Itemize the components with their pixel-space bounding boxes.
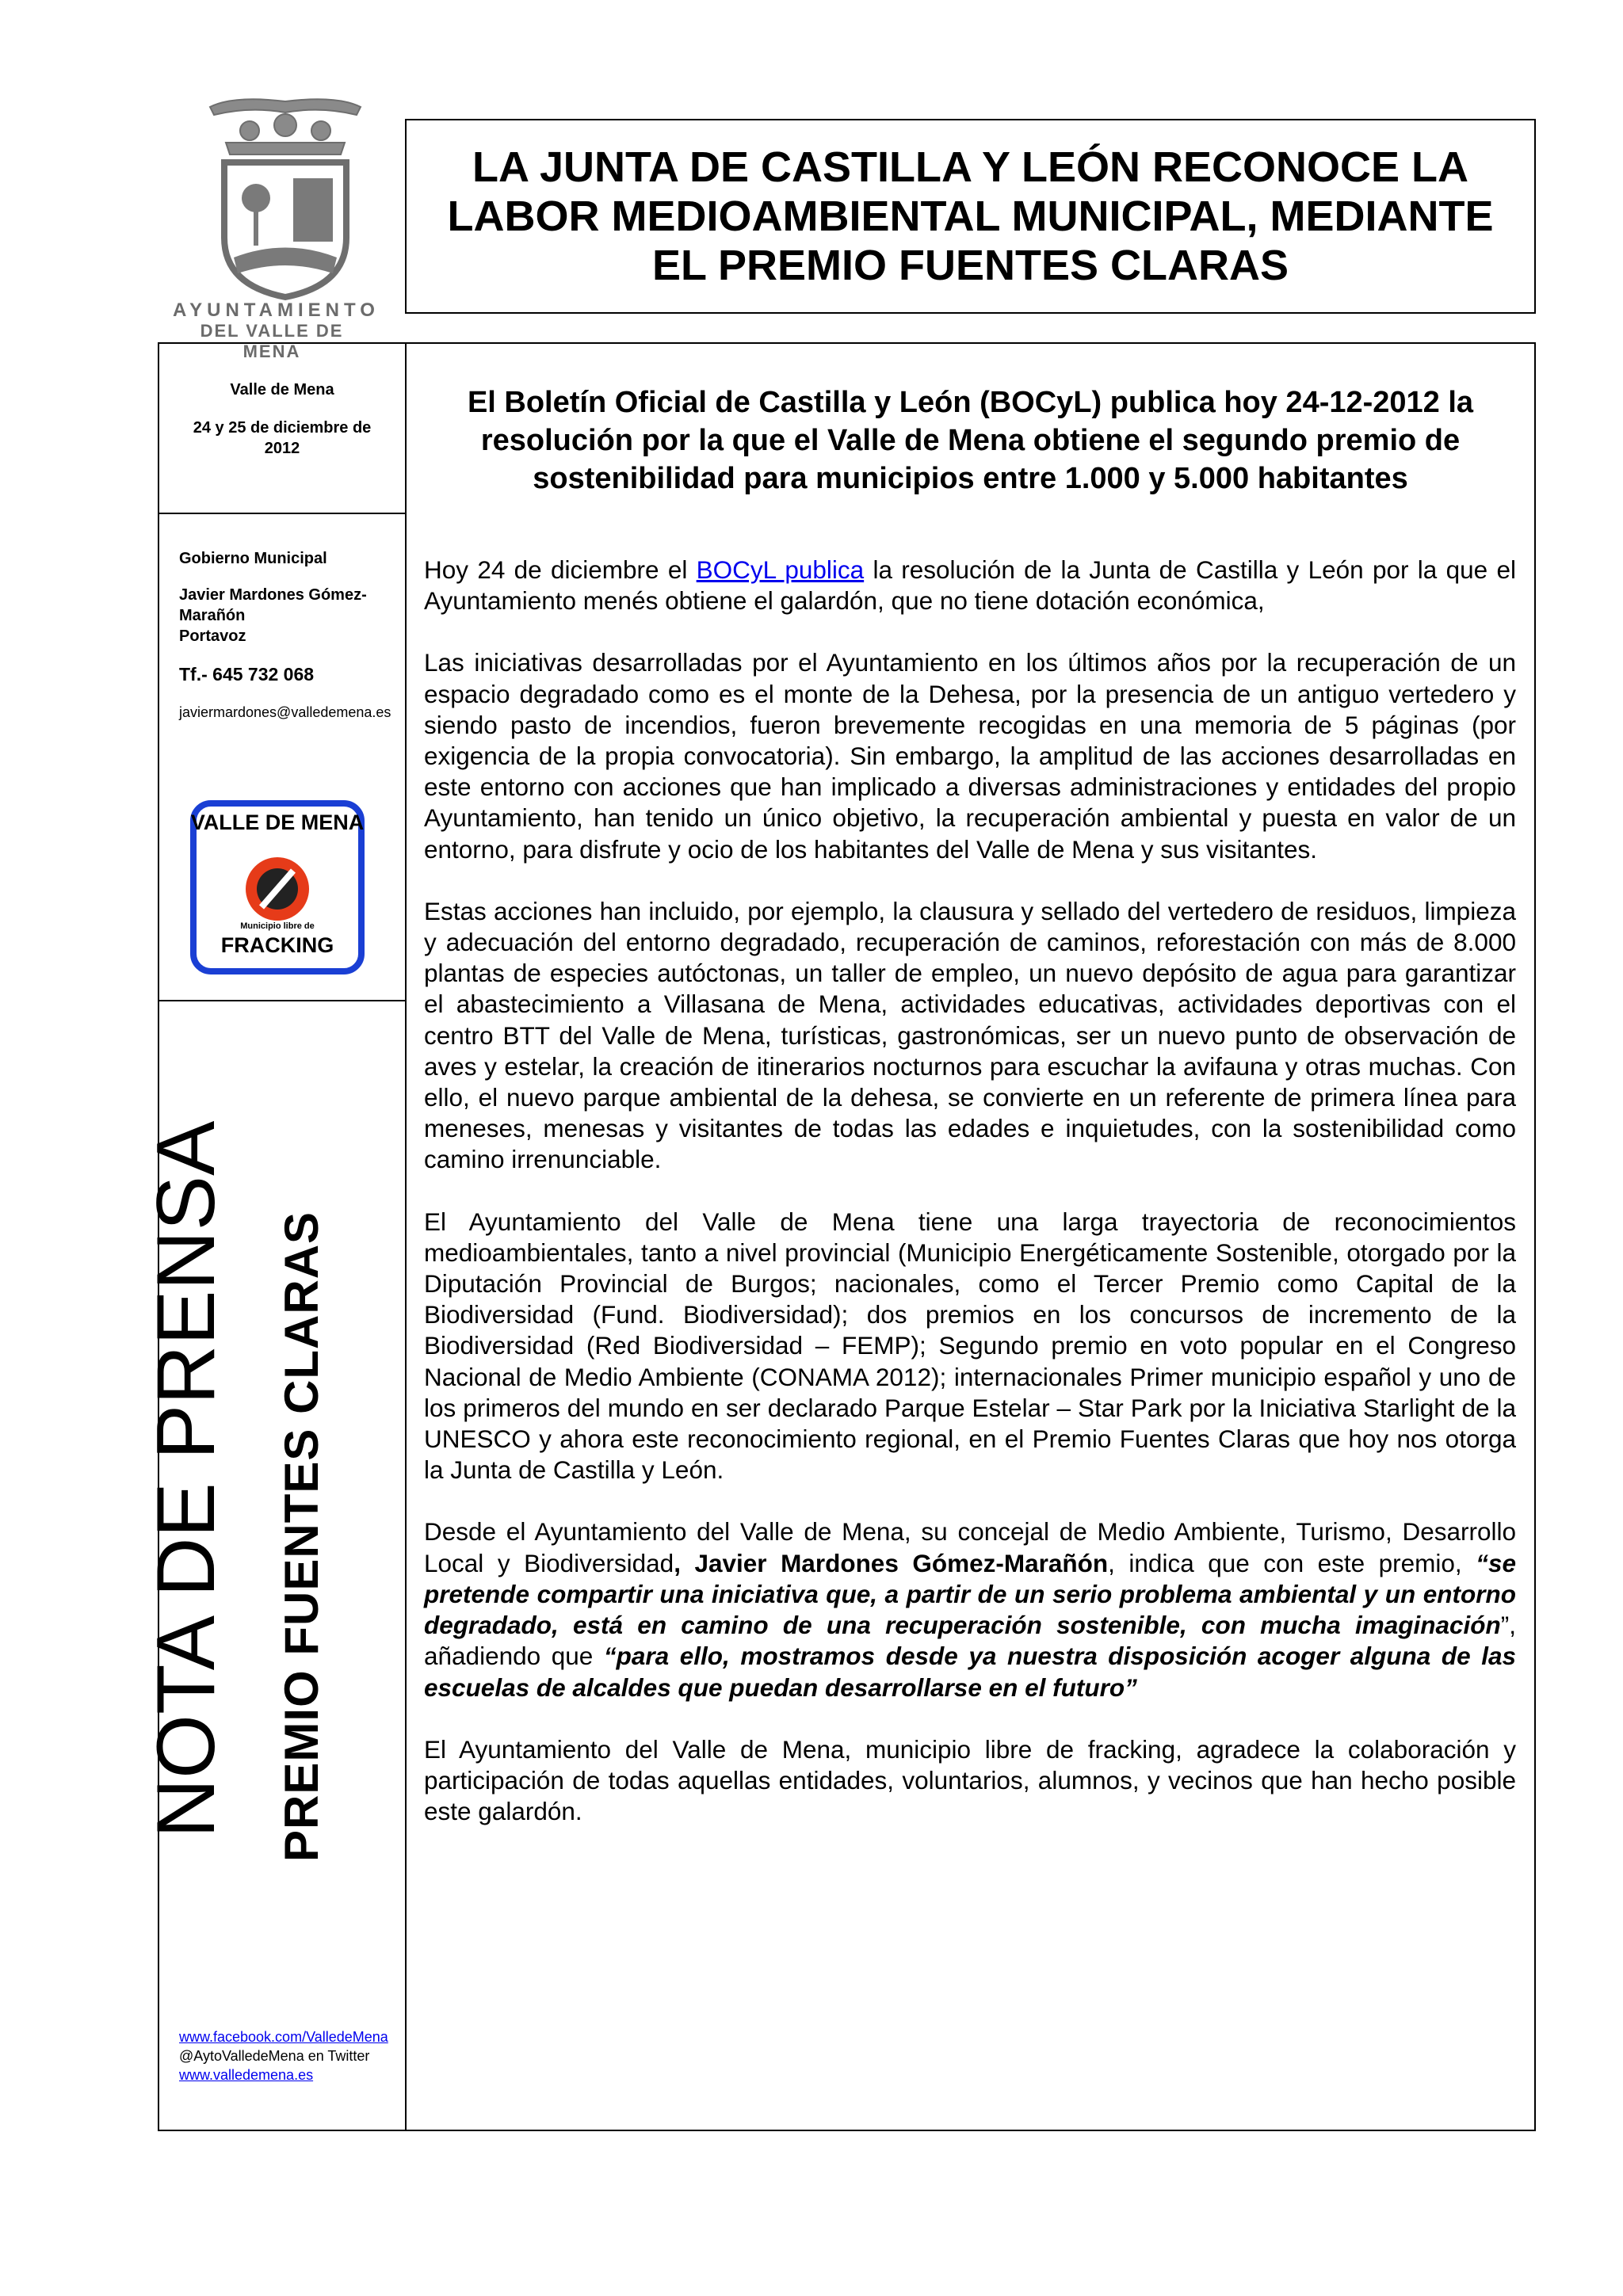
sidebar-place: Valle de Mena	[230, 381, 334, 399]
paragraph-5-mid2: ”, añadiendo que	[424, 1611, 1516, 1671]
sidebar-role: Portavoz	[179, 627, 246, 645]
sidebar-phone: Tf.- 645 732 068	[179, 664, 315, 685]
headline-box	[405, 119, 1536, 314]
sidebar-divider	[159, 1000, 407, 1001]
sidebar-email: javiermardones@valledemena.es	[179, 704, 391, 720]
paragraph-3: Estas acciones han incluido, por ejemplo, la clausura y sellado del vertedero de residuos, limpieza y adecuación del entorno degradado, recuperación de caminos, reforestación con más de 8.000 plantas de especies autóctonas, un taller de empleo, un nuevo depósito de agua para garantizar el abastecimiento a Villasana de Mena, actividades educativas, actividades deportivas con el centro BTT del Valle de Mena, turísticas, gastronómicas, ser un nuevo punto de observación de aves y estelar, la creación de itinerarios nocturnos para escuchar la avifauna y otras muchas. Con ello, el nuevo parque ambiental de la dehesa, se convierte en un referente de primera línea para meneses, menesas y visitantes de todas las edades e inquietudes, con la sostenibilidad como camino irrenunciable.	[424, 896, 1516, 1174]
page-title: LA JUNTA DE CASTILLA Y LEÓN RECONOCE LA LABOR MEDIOAMBIENTAL MUNICIPAL, MEDIANTE EL PREMIO FUENTES CLARAS	[447, 143, 1494, 289]
badge-bottom-text: FRACKING	[220, 933, 334, 957]
press-subtitle: El Boletín Oficial de Castilla y León (BOCyL) publica hoy 24-12-2012 la resolución por la que el Valle de Mena obtiene el segundo premio de sostenibilidad para municipios entre 1.000 y 5.000 habitantes	[467, 386, 1474, 495]
website-link[interactable]: www.valledemena.es	[179, 2067, 314, 2083]
paragraph-5-intro: Desde el Ayuntamiento del Valle de Mena, su concejal de Medio Ambiente, Turismo, Desarrollo Local y Biodiversidad	[424, 1517, 1516, 1577]
councillor-name: , Javier Mardones Gómez-Marañón	[674, 1548, 1109, 1577]
paragraph-1-start: Hoy 24 de diciembre el	[424, 555, 697, 584]
vertical-press-note-label: NOTA DE PRENSA	[140, 1120, 232, 1838]
quote-2: “para ello, mostramos desde ya nuestra disposición acoger alguna de las escuelas de alcaldes que puedan desarrollarse en el futuro”	[424, 1642, 1516, 1702]
sidebar-social	[159, 2027, 405, 2084]
sidebar-org: Gobierno Municipal	[179, 550, 327, 567]
facebook-link[interactable]: www.facebook.com/ValledeMena	[179, 2029, 388, 2045]
paragraph-1	[424, 555, 1516, 616]
logo-line-2: DEL VALLE DE MENA	[200, 321, 344, 361]
paragraph-1-end: la resolución de la Junta de Castilla y León por la que el Ayuntamiento menés obtiene el galardón, que no tiene dotación económica,	[424, 555, 1516, 616]
paragraph-5-mid: , indica que con este premio,	[1108, 1548, 1476, 1577]
paragraph-6: El Ayuntamiento del Valle de Mena, municipio libre de fracking, agradece la colaboración y participación de todas aquellas entidades, voluntarios, alumnos, y vecinos que han hecho posible este galardón.	[424, 1734, 1516, 1826]
quote-1: “se pretende compartir una iniciativa que, a partir de un serio problema ambiental y un entorno degradado, está en camino de una recuperación sostenible, con mucha imaginación	[424, 1548, 1516, 1640]
sidebar-date: 24 y 25 de diciembre de 2012	[193, 419, 372, 457]
sidebar-place-date	[159, 379, 405, 459]
bocyl-link[interactable]: BOCyL publica	[696, 555, 865, 584]
vertical-award-label: PREMIO FUENTES CLARAS	[275, 1211, 328, 1862]
sidebar-divider	[159, 513, 407, 514]
paragraph-5	[424, 1516, 1516, 1703]
paragraph-2: Las iniciativas desarrolladas por el Ayuntamiento en los últimos años por la recuperación de un espacio degradado como es el monte de la Dehesa, por la presencia de un antiguo vertedero y siendo pasto de incendios, fueron brevemente recogidas en una memoria de 5 páginas (por exigencia de la propia convocatoria). Sin embargo, la amplitud de las acciones desarrolladas en este entorno con acciones que han implicado a diversas administraciones y entidades del propio Ayuntamiento, han tenido un único objetivo, la recuperación ambiental y puesta en valor de un entorno, para disfrute y ocio de los habitantes del Valle de Mena y sus visitantes.	[424, 648, 1516, 864]
logo-line-1: AYUNTAMIENTO	[173, 299, 380, 321]
badge-top-text: VALLE DE MENA	[190, 810, 365, 834]
sidebar-contact	[159, 548, 405, 723]
badge-small-text: Municipio libre de	[240, 921, 315, 931]
twitter-handle: @AytoValledeMena en Twitter	[179, 2048, 370, 2064]
paragraph-4: El Ayuntamiento del Valle de Mena tiene una larga trayectoria de reconocimientos medioambientales, tanto a nivel provincial (Municipio Energéticamente Sostenible, otorgado por la Diputación Provincial de Burgos; nacionales, como el Tercer Premio como Capital de la Biodiversidad (Fund. Biodiversidad); dos premios en los concursos de incremento de la Biodiversidad (Red Biodiversidad – FEMP); Segundo premio en voto popular en el Congreso Nacional de Medio Ambiente (CONAMA 2012); internacionales Primer municipio español y uno de los primeros del mundo en ser declarado Parque Estelar – Star Park por la Iniciativa Starlight de la UNESCO y ahora este reconocimiento regional, en el Premio Fuentes Claras que hoy nos otorga la Junta de Castilla y León.	[424, 1207, 1516, 1485]
article-body	[424, 555, 1516, 1858]
sidebar-person: Javier Mardones Gómez-Marañón	[179, 586, 367, 624]
